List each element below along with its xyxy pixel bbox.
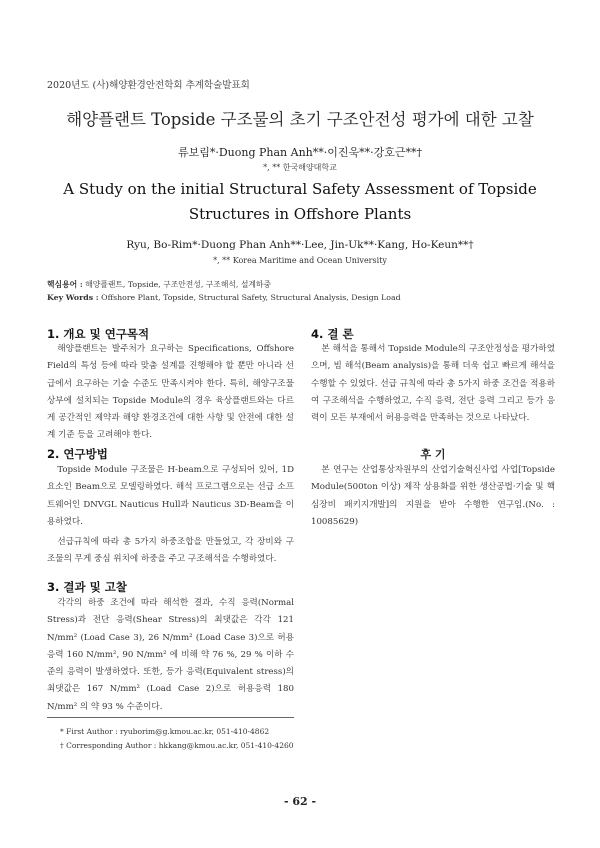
footnote-rule xyxy=(47,717,294,718)
english-title: A Study on the initial Structural Safety Assessment of Topside Structures in Offshore Plants xyxy=(63,180,537,223)
section-1-body: 해양플랜트는 발주처가 요구하는 Specifications, Offshore Field의 특성 등에 따라 맞춤 설계를 진행해야 할 뿐만 아니라 선급에서 요구하는 기술 수준도 만족시켜야 한다. 특히, 해양구조물 상부에 설치되는 Topside Module의 경우 육상플랜트와는 다르게 공간적인 제약과 해양 환경조건에 대한 사항 및 안전에 대한 설계 기준 등을 고려해야 한다. xyxy=(47,344,294,441)
section-1-heading: 1. 개요 및 연구목적 xyxy=(47,327,150,341)
section-2-heading: 2. 연구방법 xyxy=(47,447,108,461)
korean-authors: 류보림*·Duong Phan Anh**·이진욱**·강호근**† xyxy=(177,146,422,159)
footnote-first-author: * First Author : ryuborim@g.kmou.ac.kr, 051-410-4862 xyxy=(60,727,270,736)
english-affiliation: *, ** Korea Maritime and Ocean University xyxy=(213,256,387,265)
acknowledgement-body: 본 연구는 산업통상자원부의 산업기술혁신사업 사업[Topside Module(500ton 이상) 제작 상용화를 위한 생산공법·기술 및 핵심장비 패키지개발]의 지원을 받아 수행한 연구임.(No. : 10085629) xyxy=(311,465,555,527)
english-keywords-label: Key Words : xyxy=(47,293,99,302)
korean-keywords xyxy=(47,279,271,290)
english-keywords-text: Offshore Plant, Topside, Structural Safety, Structural Analysis, Design Load xyxy=(101,293,401,302)
section-4-body: 본 해석을 통해서 Topside Module의 구조안정성을 평가하였으며, 빔 해석(Beam analysis)을 통해 더욱 쉽고 빠르게 해석을 수행할 수 있었다. 선급 규칙에 따라 총 5가지 하중 조건을 적용하여 구조해석을 수행하였고, 수직 응력, 전단 응력 그리고 등가 응력이 모든 부재에서 허용응력을 만족하는 것으로 나타났다. xyxy=(311,344,555,424)
korean-title: 해양플랜트 Topside 구조물의 초기 구조안전성 평가에 대한 고찰 xyxy=(66,110,534,129)
korean-keywords-label: 핵심용어 : xyxy=(47,280,83,289)
acknowledgement-heading: 후 기 xyxy=(420,448,446,461)
korean-keywords-text: 해양플랜트, Topside, 구조안전성, 구조해석, 설계하중 xyxy=(85,280,271,289)
section-4-heading: 4. 결 론 xyxy=(311,327,354,341)
section-3-heading: 3. 결과 및 고찰 xyxy=(47,580,127,594)
conference-header: 2020년도 (사)해양환경안전학회 추계학술발표회 xyxy=(47,80,250,91)
section-2-body-2: 선급규칙에 따라 총 5가지 하중조합을 만들었고, 각 장비와 구조물의 무게 중심 위치에 하중을 주고 구조해석을 수행하였다. xyxy=(47,537,294,565)
english-keywords xyxy=(47,293,401,302)
section-2-body-1: Topside Module 구조물은 H-beam으로 구성되어 있어, 1D 요소인 Beam으로 모델링하였다. 해석 프로그램으로는 선급 소프트웨어인 DNVGL Nauticus Hull과 Nauticus 3D-Beam을 이용하였다. xyxy=(47,465,294,527)
footnote-corresponding-author: † Corresponding Author : hkkang@kmou.ac.kr, 051-410-4260 xyxy=(60,741,294,750)
page-number: - 62 - xyxy=(283,795,317,808)
section-3-body: 각각의 하중 조건에 따라 해석한 결과, 수직 응력(Normal Stress)과 전단 응력(Shear Stress)의 최댓값은 각각 121 N/mm² (Load Case 3), 26 N/mm² (Load Case 3)으로 허용응력 160 N/mm², 90 N/mm² 에 비해 약 76 %, 29 % 이하 수준의 응력이 발생하였다. 또한, 등가 응력(Equivalent stress)의 최댓값은 167 N/mm² (Load Case 2)으로 허용응력 180 N/mm² 의 약 93 % 수준이다. xyxy=(47,598,294,712)
english-authors: Ryu, Bo-Rim*·Duong Phan Anh**·Lee, Jin-Uk**·Kang, Ho-Keun**† xyxy=(126,239,474,251)
korean-affiliation: *, ** 한국해양대학교 xyxy=(263,163,337,172)
